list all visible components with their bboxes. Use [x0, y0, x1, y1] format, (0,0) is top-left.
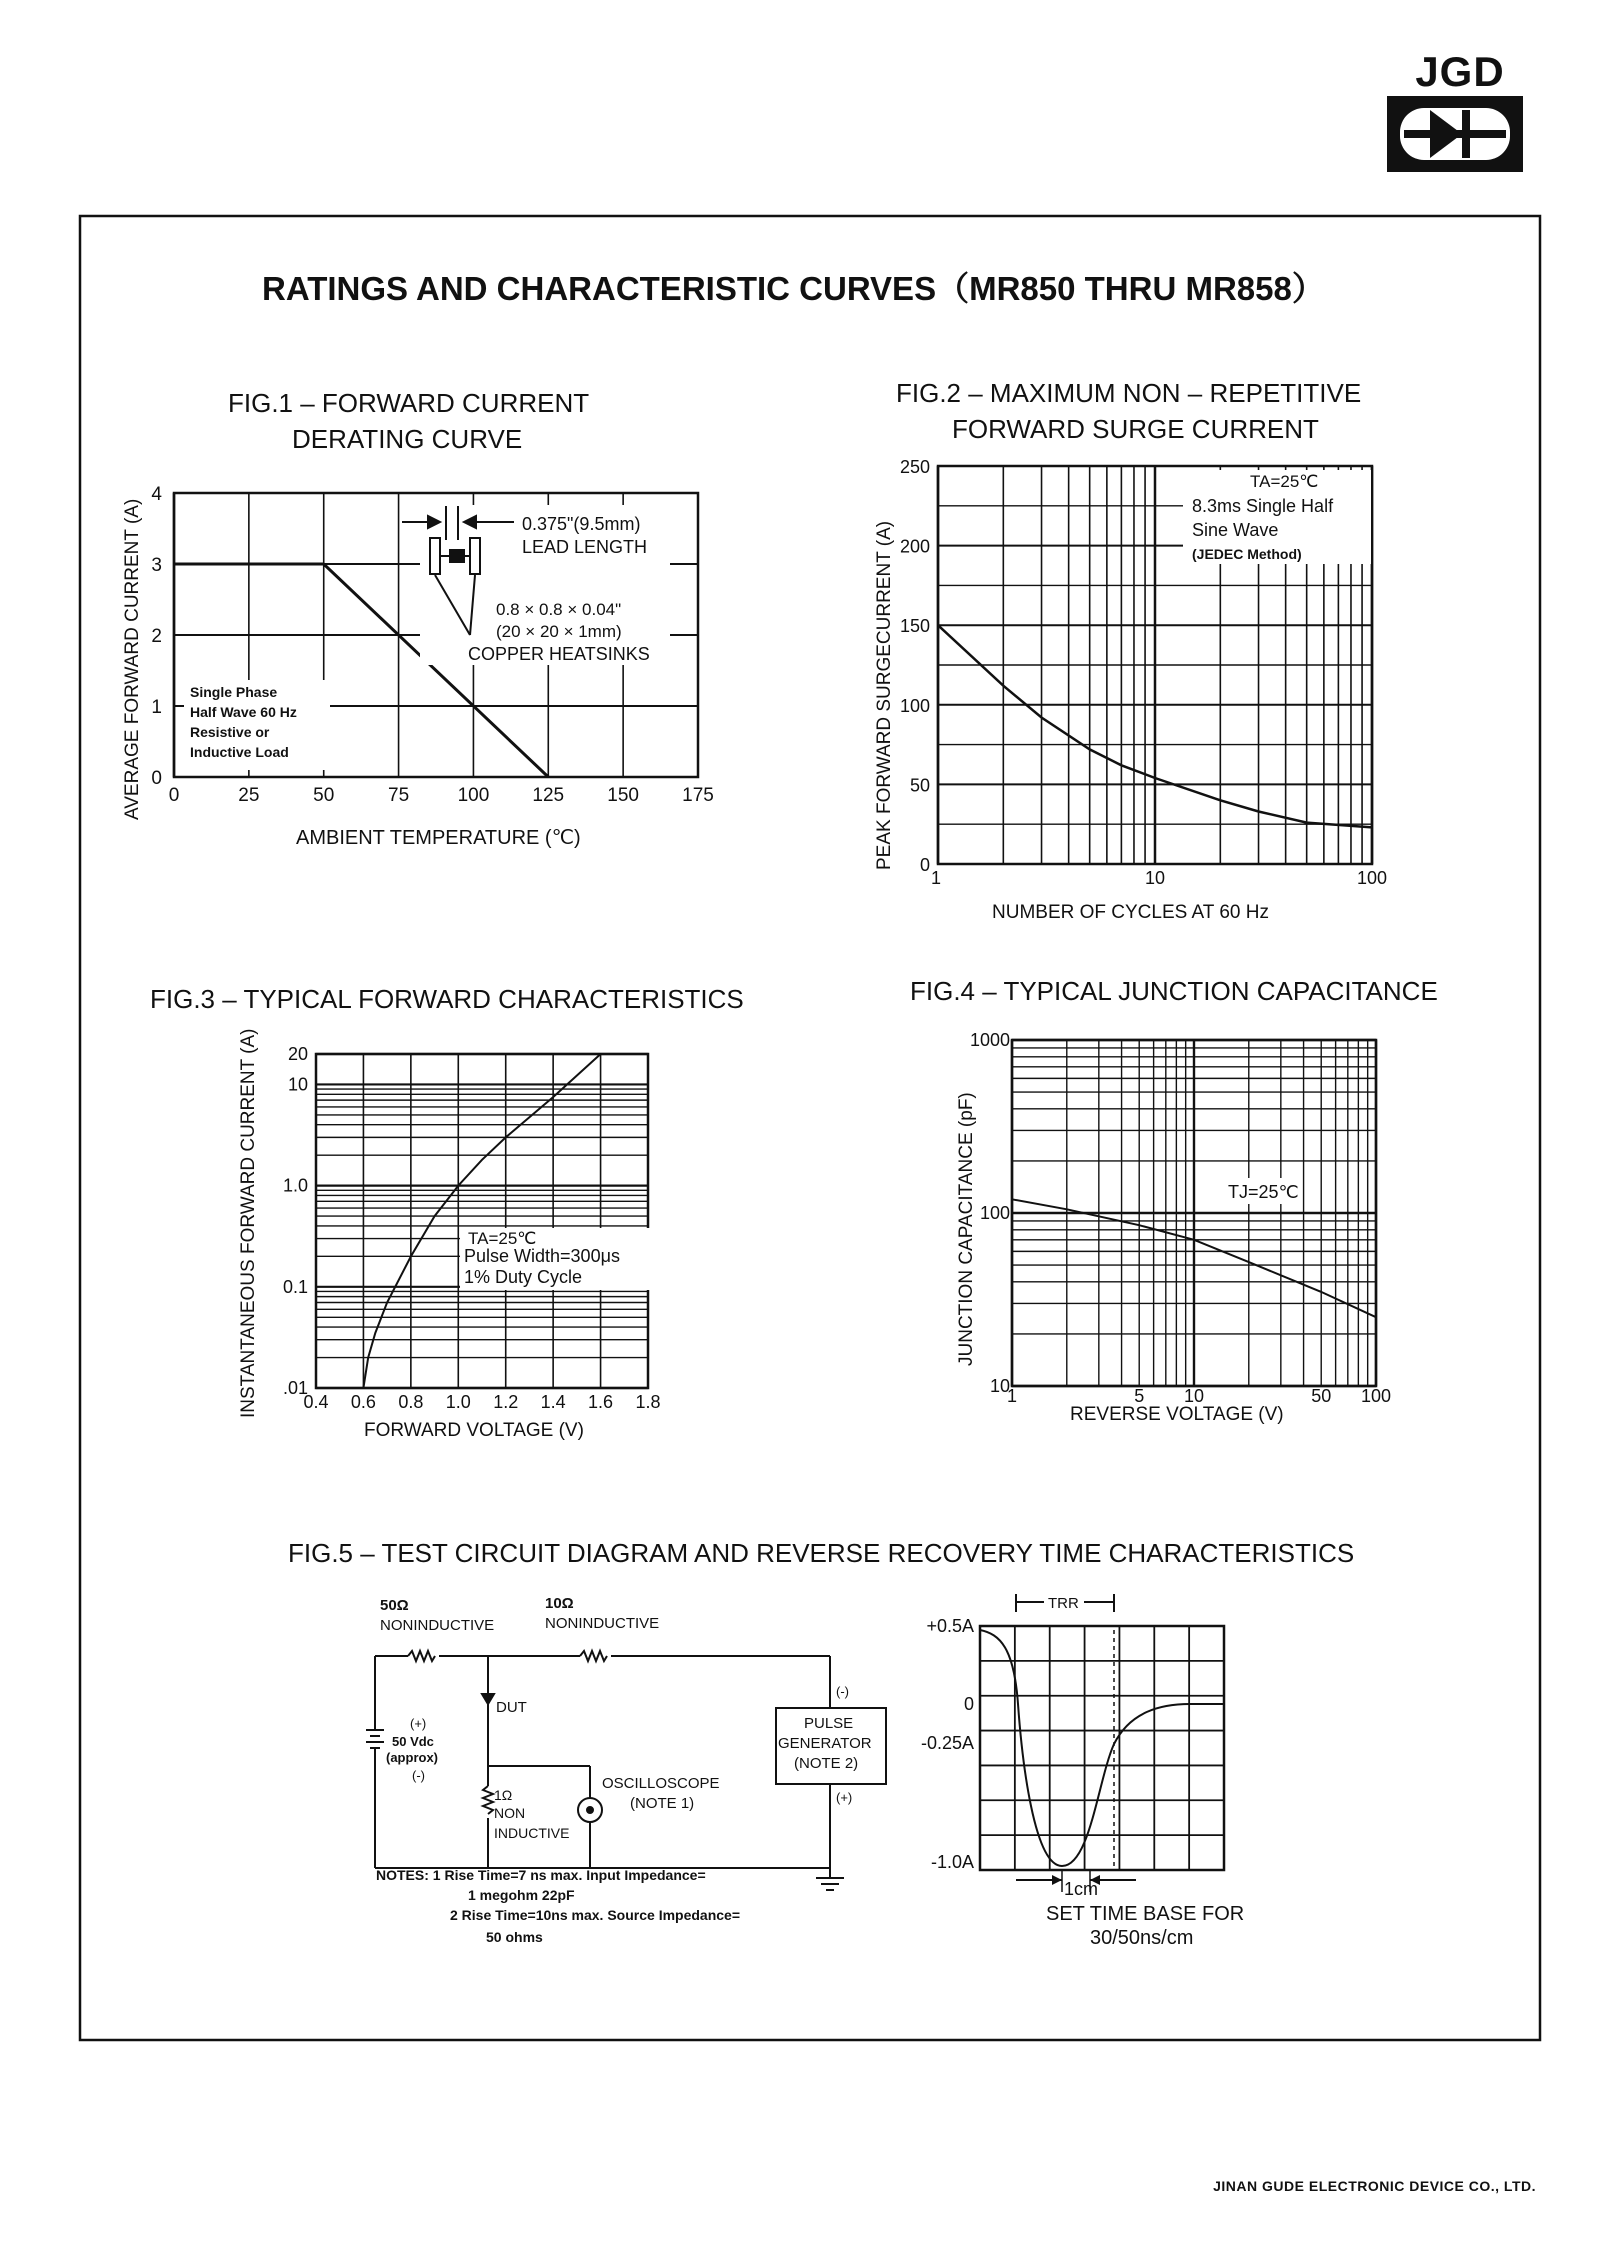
fig3-note-line3: 1% Duty Cycle [464, 1267, 583, 1287]
fig1-ytick: 0 [151, 768, 162, 789]
fig5-trr-chart [921, 1590, 1244, 1949]
fig2-ytick: 200 [899, 536, 930, 557]
fig2-note-line3: Sine Wave [1192, 520, 1279, 540]
fig2-title-line1: FIG.2 – MAXIMUM NON – REPETITIVE [896, 378, 1362, 408]
r1-value: 1Ω [494, 1787, 513, 1803]
fig3-ytick: .01 [282, 1378, 308, 1398]
fig1-xtick: 25 [238, 785, 260, 806]
scope-note: (NOTE 1) [630, 1795, 695, 1812]
fig4-xtick: 10 [1183, 1386, 1205, 1406]
fig3-xtick: 1.0 [445, 1392, 471, 1412]
fig1-ylabel: AVERAGE FORWARD CURRENT (A) [122, 498, 143, 820]
fig4-xtick: 50 [1311, 1386, 1332, 1406]
pulse-label3: (NOTE 2) [794, 1755, 859, 1772]
fig1-xtick: 50 [313, 785, 335, 806]
source-minus: (-) [412, 1768, 425, 1783]
fig3-xtick: 0.4 [303, 1392, 329, 1412]
fig2-ytick: 100 [899, 695, 930, 716]
fig2-xtick: 10 [1144, 868, 1166, 888]
fig2-xtick: 100 [1356, 868, 1388, 888]
fig1-xtick: 125 [532, 785, 565, 806]
fig2-note-line1: TA=25℃ [1250, 472, 1319, 491]
fig5-ticks [921, 1616, 974, 1872]
fig2-note-line4: (JEDEC Method) [1192, 546, 1302, 562]
fig1-xtick: 100 [457, 785, 490, 806]
fig3-series-line [363, 1054, 600, 1388]
r1-type1: NON [494, 1805, 526, 1821]
dut-label: DUT [496, 1699, 527, 1716]
fig3-xtick: 1.4 [540, 1392, 566, 1412]
fig2-chart [874, 378, 1387, 923]
r50-value: 50Ω [380, 1597, 409, 1614]
fig5-grid [980, 1626, 1224, 1870]
r10-value: 10Ω [545, 1595, 574, 1612]
pulse-label2: GENERATOR [778, 1735, 872, 1752]
fig3-xtick: 0.8 [398, 1392, 424, 1412]
fig1-ytick: 3 [151, 555, 162, 576]
fig1-note-line3: Resistive or [190, 724, 270, 740]
fig1-ytick: 1 [151, 697, 162, 718]
pulse-minus: (-) [836, 1684, 849, 1699]
fig5-ytick: -1.0A [930, 1852, 974, 1872]
fig2-xlabel: NUMBER OF CYCLES AT 60 Hz [992, 902, 1269, 923]
fig3-xtick: 1.6 [588, 1392, 614, 1412]
r1-type2: INDUCTIVE [494, 1825, 570, 1841]
fig4-ytick: 100 [979, 1203, 1010, 1223]
fig1-heatsink-line1: 0.8 × 0.8 × 0.04" [496, 600, 622, 619]
notes-line4: 50 ohms [486, 1929, 543, 1945]
fig5-ytick: 0 [963, 1694, 974, 1714]
fig3-ytick: 10 [287, 1074, 308, 1095]
fig4-ylabel: JUNCTION CAPACITANCE (pF) [956, 1092, 977, 1366]
fig2-ytick: 250 [899, 457, 930, 477]
fig3-plot-frame [316, 1054, 648, 1388]
fig1-note-line1: Single Phase [190, 684, 278, 700]
fig3-ylabel: INSTANTANEOUS FORWARD CURRENT (A) [238, 1028, 259, 1418]
fig4-ytick: 10 [989, 1376, 1010, 1396]
fig1-heatsink-line3: COPPER HEATSINKS [468, 644, 650, 664]
resistor-10-icon [580, 1651, 607, 1661]
fig5-title: FIG.5 – TEST CIRCUIT DIAGRAM AND REVERSE RECOVERY TIME CHARACTERISTICS [288, 1538, 1355, 1568]
timebase-line1: SET TIME BASE FOR [1046, 1903, 1245, 1925]
fig2-ytick: 150 [899, 616, 930, 637]
r10-type: NONINDUCTIVE [545, 1615, 660, 1632]
timebase-line2: 30/50ns/cm [1090, 1927, 1194, 1949]
logo-text: JGD [1415, 48, 1505, 95]
company-footer: JINAN GUDE ELECTRONIC DEVICE CO., LTD. [1213, 2178, 1536, 2194]
trr-label: TRR [1048, 1595, 1079, 1612]
fig5-plot-frame [980, 1626, 1224, 1870]
fig3-xlabel: FORWARD VOLTAGE (V) [364, 1420, 584, 1441]
diode-logo-icon [1387, 96, 1523, 172]
fig3-note-line1: TA=25℃ [468, 1229, 537, 1248]
fig1-xtick: 75 [388, 785, 410, 806]
fig4-ticks [970, 1030, 1391, 1406]
fig1-xtick: 0 [168, 785, 180, 806]
notes-line1: NOTES: 1 Rise Time=7 ns max. Input Impedance= [376, 1867, 706, 1883]
fig3-grid [316, 1054, 648, 1388]
fig3-ytick: 1.0 [282, 1175, 308, 1196]
fig1-title-line1: FIG.1 – FORWARD CURRENT [228, 388, 590, 418]
fig1-note-line2: Half Wave 60 Hz [190, 704, 297, 720]
fig1-xtick: 175 [682, 785, 714, 806]
fig4-grid [1012, 1040, 1376, 1386]
fig3-chart [150, 984, 744, 1441]
fig1-lead-line1: 0.375"(9.5mm) [522, 514, 641, 534]
source-voltage: 50 Vdc [392, 1734, 434, 1749]
cm-label: 1cm [1064, 1879, 1099, 1899]
fig5-recovery-waveform [980, 1630, 1224, 1866]
fig1-note-line4: Inductive Load [190, 744, 289, 760]
pulse-label1: PULSE [804, 1715, 854, 1732]
fig4-chart [910, 976, 1438, 1425]
fig2-ylabel: PEAK FORWARD SURGECURRENT (A) [874, 520, 895, 870]
fig5-ytick: +0.5A [926, 1616, 974, 1636]
fig3-title: FIG.3 – TYPICAL FORWARD CHARACTERISTICS [150, 984, 744, 1014]
fig4-xtick: 100 [1360, 1386, 1392, 1406]
resistor-1-icon [483, 1786, 493, 1814]
source-approx: (approx) [386, 1750, 438, 1765]
fig2-ytick: 50 [909, 775, 930, 796]
circuit-labels [376, 1595, 872, 1945]
resistor-50-icon [408, 1651, 435, 1661]
fig4-title: FIG.4 – TYPICAL JUNCTION CAPACITANCE [910, 976, 1438, 1006]
fig4-note: TJ=25℃ [1228, 1182, 1299, 1202]
fig3-xtick: 1.8 [635, 1392, 661, 1412]
pulse-plus: (+) [836, 1790, 853, 1805]
fig2-xtick: 1 [930, 868, 942, 888]
fig1-chart [122, 388, 714, 849]
fig3-xtick: 0.6 [350, 1392, 376, 1412]
scope-label: OSCILLOSCOPE [602, 1775, 720, 1792]
fig1-lead-line2: LEAD LENGTH [522, 537, 648, 557]
page-title: RATINGS AND CHARACTERISTIC CURVES（MR850 THRU MR858） [262, 270, 1325, 307]
fig3-ytick: 0.1 [282, 1276, 308, 1297]
fig2-ytick: 0 [919, 855, 930, 875]
fig1-xlabel: AMBIENT TEMPERATURE (℃) [296, 827, 581, 849]
fig3-ytick: 20 [287, 1044, 308, 1064]
fig4-xtick: 5 [1134, 1386, 1145, 1406]
fig4-ytick: 1000 [969, 1030, 1010, 1050]
notes-line2: 1 megohm 22pF [468, 1887, 575, 1903]
notes-line3: 2 Rise Time=10ns max. Source Impedance= [450, 1907, 741, 1923]
fig1-title-line2: DERATING CURVE [292, 424, 523, 454]
fig4-xtick: 1 [1006, 1386, 1018, 1406]
fig2-title-line2: FORWARD SURGE CURRENT [952, 414, 1319, 444]
fig1-xtick: 150 [607, 785, 639, 806]
r50-type: NONINDUCTIVE [380, 1617, 495, 1634]
source-plus: (+) [410, 1716, 427, 1731]
fig3-note-line2: Pulse Width=300μs [464, 1246, 620, 1266]
dut-diode-icon [482, 1694, 494, 1704]
fig4-xlabel: REVERSE VOLTAGE (V) [1070, 1404, 1284, 1425]
fig5-ytick: -0.25A [920, 1733, 974, 1753]
fig2-note-line2: 8.3ms Single Half [1192, 496, 1334, 516]
fig1-ytick: 4 [151, 484, 162, 505]
fig3-xtick: 1.2 [493, 1392, 519, 1412]
fig1-heatsink-line2: (20 × 20 × 1mm) [496, 622, 622, 641]
fig1-ytick: 2 [151, 626, 162, 647]
